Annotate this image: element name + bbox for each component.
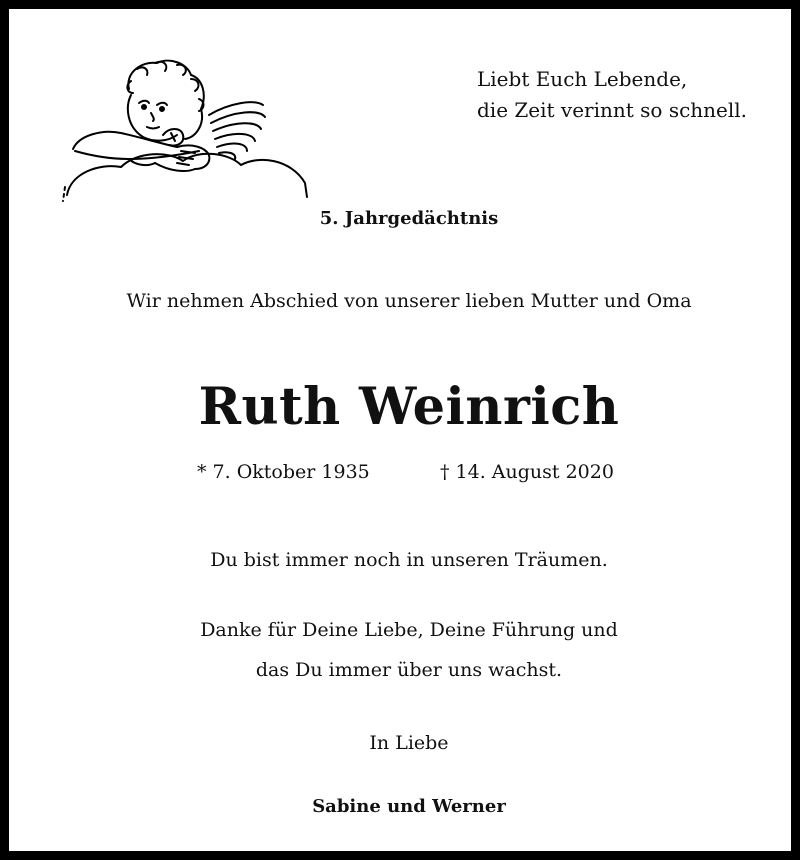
- closing-line: In Liebe: [369, 732, 449, 754]
- thanks-block: [9, 610, 800, 690]
- farewell-line: Wir nehmen Abschied von unserer lieben Mutter und Oma: [126, 290, 692, 312]
- thanks-line-1: Danke für Deine Liebe, Deine Führung und: [200, 619, 618, 641]
- deceased-name: Ruth Weinrich: [198, 377, 620, 437]
- death-date: † 14. August 2020: [440, 461, 614, 483]
- quote-line-1: Liebt Euch Lebende,: [477, 67, 688, 91]
- anniversary-heading: 5. Jahrgedächtnis: [319, 208, 499, 229]
- signers: Sabine und Werner: [312, 796, 506, 817]
- quote-line-2: die Zeit verinnt so schnell.: [477, 98, 748, 122]
- quote-block: [477, 64, 747, 126]
- birth-date: * 7. Oktober 1935: [197, 461, 370, 483]
- dream-line: Du bist immer noch in unseren Träumen.: [210, 549, 608, 571]
- thanks-line-2: das Du immer über uns wachst.: [255, 659, 563, 681]
- cherub-angel-icon: [59, 55, 314, 205]
